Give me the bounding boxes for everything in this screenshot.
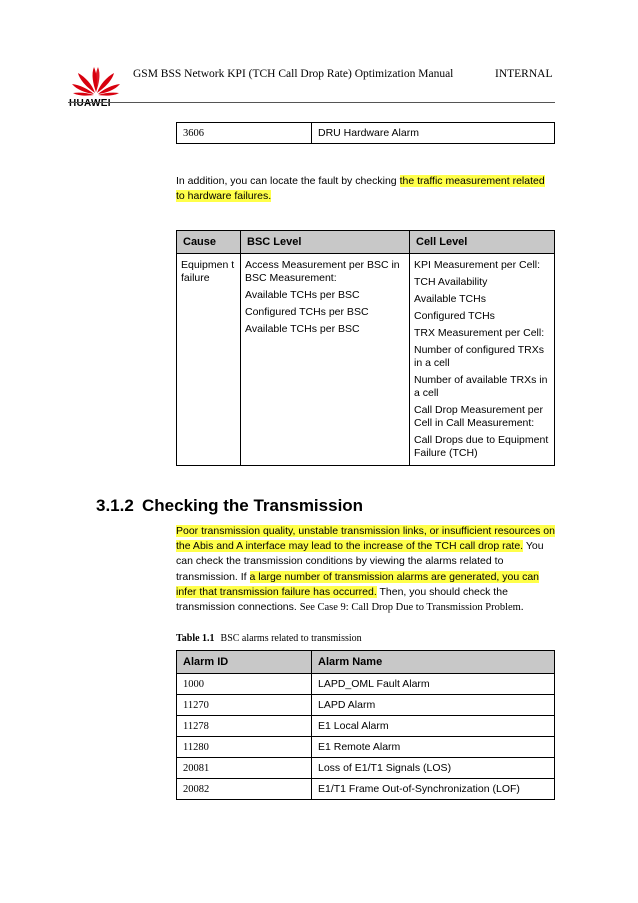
- column-header-bsc-level: BSC Level: [241, 231, 410, 254]
- paragraph-text: Then, you should check the transmission connections.: [176, 585, 508, 614]
- column-header-cause: Cause: [177, 231, 241, 254]
- table-caption: [176, 633, 362, 644]
- list-item: Access Measurement per BSC in BSC Measurement:: [245, 259, 400, 284]
- document-title: GSM BSS Network KPI (TCH Call Drop Rate) Optimization Manual: [133, 68, 454, 80]
- huawei-logo: [66, 62, 126, 112]
- alarm-id-cell: 3606: [177, 123, 312, 144]
- table-header-row: [177, 231, 555, 254]
- list-item: Available TCHs: [414, 293, 486, 305]
- column-header-alarm-name: Alarm Name: [312, 651, 555, 674]
- list-item: Number of available TRXs in a cell: [414, 374, 548, 399]
- list-item: TRX Measurement per Cell:: [414, 327, 545, 339]
- case-reference: See Case 9: Call Drop Due to Transmission Problem.: [299, 602, 524, 614]
- bsc-level-cell: [241, 254, 410, 466]
- list-item: TCH Availability: [414, 276, 488, 288]
- list-item: Configured TCHs per BSC: [245, 306, 369, 318]
- list-item: KPI Measurement per Cell:: [414, 259, 541, 271]
- alarm-id-cell: 11280: [177, 737, 312, 758]
- table-header-row: [177, 651, 555, 674]
- huawei-logo-text: HUAWEI: [69, 98, 111, 109]
- classification-label: INTERNAL: [495, 68, 553, 80]
- table-row: [177, 716, 555, 737]
- paragraph-text: In addition, you can locate the fault by checking: [176, 175, 400, 187]
- list-item: Call Drops due to Equipment Failure (TCH): [414, 434, 549, 459]
- highlighted-text: a large number of transmission alarms are generated, you can infer that transmission failure has occurred.: [176, 570, 540, 598]
- alarm-id-cell: 20081: [177, 758, 312, 779]
- section-number: 3.1.2: [96, 496, 134, 515]
- table-caption-label: Table 1.1: [176, 633, 215, 644]
- highlighted-text: the traffic measurement related to hardware failures.: [176, 175, 545, 202]
- table-row: [177, 737, 555, 758]
- paragraph-traffic-measurement: [176, 174, 556, 204]
- section-title: Checking the Transmission: [142, 496, 364, 515]
- cause-table: [176, 230, 555, 466]
- alarm-table-continued: [176, 122, 555, 144]
- alarm-name-cell: Loss of E1/T1 Signals (LOS): [312, 758, 555, 779]
- alarm-name-cell: E1 Remote Alarm: [312, 737, 555, 758]
- table-caption-text: BSC alarms related to transmission: [220, 633, 362, 644]
- alarm-name-cell: E1/T1 Frame Out-of-Synchronization (LOF): [312, 779, 555, 800]
- header-divider: [68, 102, 555, 103]
- column-header-alarm-id: Alarm ID: [177, 651, 312, 674]
- cell-level-cell: [410, 254, 555, 466]
- alarm-name-cell: E1 Local Alarm: [312, 716, 555, 737]
- column-header-cell-level: Cell Level: [410, 231, 555, 254]
- alarm-id-cell: 1000: [177, 674, 312, 695]
- list-item: Available TCHs per BSC: [245, 289, 360, 301]
- alarm-name-cell: DRU Hardware Alarm: [312, 123, 555, 144]
- list-item: Number of configured TRXs in a cell: [414, 344, 544, 369]
- alarm-name-cell: LAPD Alarm: [312, 695, 555, 716]
- highlighted-text: Poor transmission quality, unstable transmission links, or insufficient resources on the Abis and A interface may lead to the increase of the TCH call drop rate.: [176, 525, 555, 553]
- table-row: [177, 123, 555, 144]
- alarm-id-cell: 11278: [177, 716, 312, 737]
- list-item: Available TCHs per BSC: [245, 323, 360, 335]
- table-row: [177, 758, 555, 779]
- table-row: [177, 254, 555, 466]
- paragraph-text: You can check the transmission conditions by viewing the alarms related to transmission. If: [176, 540, 544, 583]
- transmission-alarm-table: [176, 650, 555, 800]
- alarm-id-cell: 20082: [177, 779, 312, 800]
- table-row: [177, 695, 555, 716]
- list-item: Call Drop Measurement per Cell in Call Measurement:: [414, 404, 543, 429]
- list-item: Configured TCHs: [414, 310, 495, 322]
- table-row: [177, 674, 555, 695]
- alarm-id-cell: 11270: [177, 695, 312, 716]
- alarm-name-cell: LAPD_OML Fault Alarm: [312, 674, 555, 695]
- paragraph-transmission: [176, 524, 556, 615]
- table-row: [177, 779, 555, 800]
- cause-cell: Equipmen t failure: [177, 254, 241, 466]
